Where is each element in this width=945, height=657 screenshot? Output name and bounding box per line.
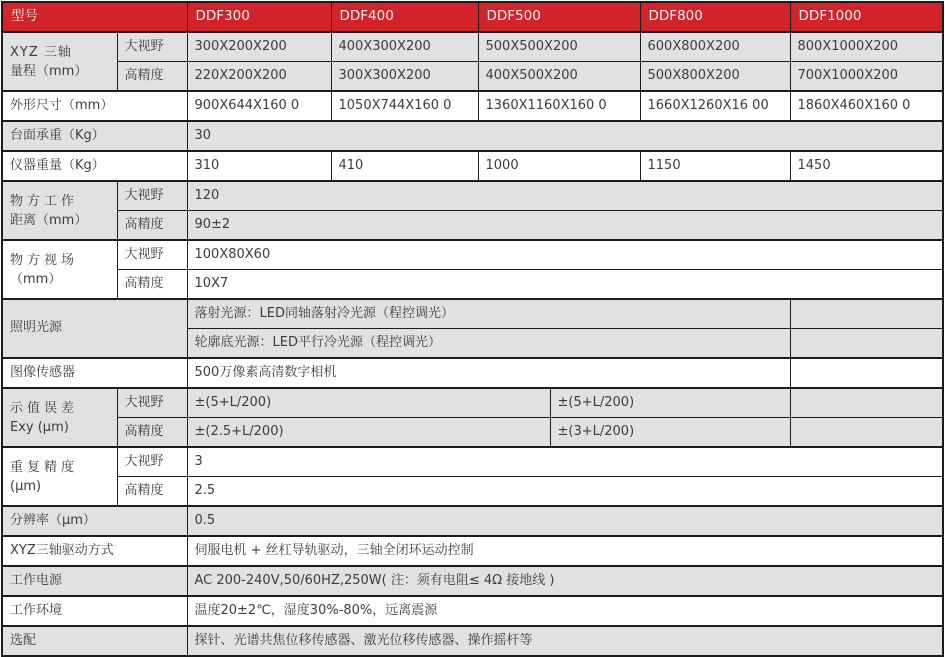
row-label-repeatability: 重复精度 (μm) bbox=[2, 447, 117, 506]
value-working-distance-big: 120 bbox=[187, 181, 943, 211]
value-cell: 220X200X200 bbox=[187, 62, 331, 92]
value-repeatability-high: 2.5 bbox=[187, 477, 943, 507]
value-illumination-epi: 落射光源：LED同轴落射冷光源（程控调光） bbox=[187, 299, 790, 329]
row-label-field-of-view: 物方视场 （mm） bbox=[2, 240, 117, 299]
value-cell: 300X200X200 bbox=[187, 32, 331, 62]
header-cell-ddf800: DDF800 bbox=[640, 2, 790, 32]
value-cell: 1860X460X160 0 bbox=[790, 91, 943, 121]
value-cell: 1150 bbox=[640, 151, 790, 181]
empty-cell bbox=[790, 418, 943, 448]
value-cell: 1660X1260X16 00 bbox=[640, 91, 790, 121]
value-repeatability-big: 3 bbox=[187, 447, 943, 477]
row-table-load bbox=[2, 121, 943, 151]
value-cell: 1000 bbox=[478, 151, 640, 181]
value-illumination-profile: 轮廓底光源：LED平行冷光源（程控调光） bbox=[187, 329, 790, 359]
value-cell: 1050X744X160 0 bbox=[331, 91, 478, 121]
row-label-environment: 工作环境 bbox=[2, 596, 187, 626]
subrow-label-big-view: 大视野 bbox=[117, 240, 187, 270]
empty-cell bbox=[790, 388, 943, 418]
row-dimensions bbox=[2, 91, 943, 121]
value-cell: 1450 bbox=[790, 151, 943, 181]
row-label-power: 工作电源 bbox=[2, 566, 187, 596]
row-label-weight: 仪器重量（Kg） bbox=[2, 151, 187, 181]
subrow-label-high-precision: 高精度 bbox=[117, 418, 187, 448]
subrow-label-big-view: 大视野 bbox=[117, 447, 187, 477]
row-label-table-load: 台面承重（Kg） bbox=[2, 121, 187, 151]
row-indication-error-high bbox=[2, 418, 943, 448]
row-field-of-view-high bbox=[2, 270, 943, 300]
empty-cell bbox=[790, 358, 943, 388]
row-illumination-epi bbox=[2, 299, 943, 329]
row-power bbox=[2, 566, 943, 596]
row-working-distance-high bbox=[2, 211, 943, 241]
subrow-label-big-view: 大视野 bbox=[117, 32, 187, 62]
value-cell: 300X300X200 bbox=[331, 62, 478, 92]
subrow-label-high-precision: 高精度 bbox=[117, 211, 187, 241]
header-cell-ddf500: DDF500 bbox=[478, 2, 640, 32]
value-image-sensor: 500万像素高清数字相机 bbox=[187, 358, 790, 388]
empty-cell bbox=[790, 329, 943, 359]
value-environment: 温度20±2℃，湿度30%-80%，远离震源 bbox=[187, 596, 943, 626]
row-label-working-distance: 物方工作 距离（mm） bbox=[2, 181, 117, 240]
row-xyz-range-high bbox=[2, 62, 943, 92]
row-label-options: 选配 bbox=[2, 626, 187, 656]
value-indication-error-high-a: ±(2.5+L/200) bbox=[187, 418, 550, 448]
row-indication-error-big bbox=[2, 388, 943, 418]
subrow-label-high-precision: 高精度 bbox=[117, 62, 187, 92]
spec-table bbox=[1, 1, 944, 657]
row-label-resolution: 分辨率（μm） bbox=[2, 506, 187, 536]
value-cell: 500X500X200 bbox=[478, 32, 640, 62]
row-options bbox=[2, 626, 943, 656]
row-image-sensor bbox=[2, 358, 943, 388]
value-cell: 1360X1160X160 0 bbox=[478, 91, 640, 121]
row-environment bbox=[2, 596, 943, 626]
value-cell: 800X1000X200 bbox=[790, 32, 943, 62]
value-working-distance-high: 90±2 bbox=[187, 211, 943, 241]
subrow-label-big-view: 大视野 bbox=[117, 181, 187, 211]
value-cell: 400X300X200 bbox=[331, 32, 478, 62]
value-cell: 400X500X200 bbox=[478, 62, 640, 92]
value-cell: 700X1000X200 bbox=[790, 62, 943, 92]
value-power: AC 200-240V,50/60HZ,250W( 注：须有电阻≤ 4Ω 接地线 ) bbox=[187, 566, 943, 596]
value-field-of-view-high: 10X7 bbox=[187, 270, 943, 300]
subrow-label-high-precision: 高精度 bbox=[117, 270, 187, 300]
value-options: 探针、光谱共焦位移传感器、激光位移传感器、操作摇杆等 bbox=[187, 626, 943, 656]
subrow-label-big-view: 大视野 bbox=[117, 388, 187, 418]
row-weight bbox=[2, 151, 943, 181]
row-resolution bbox=[2, 506, 943, 536]
value-cell: 310 bbox=[187, 151, 331, 181]
header-cell-ddf300: DDF300 bbox=[187, 2, 331, 32]
header-cell-ddf400: DDF400 bbox=[331, 2, 478, 32]
empty-cell bbox=[790, 299, 943, 329]
value-table-load: 30 bbox=[187, 121, 943, 151]
row-label-xyz-range: XYZ 三轴 量程（mm） bbox=[2, 32, 117, 91]
subrow-label-high-precision: 高精度 bbox=[117, 477, 187, 507]
row-label-indication-error: 示值误差 Exy (μm) bbox=[2, 388, 117, 447]
row-working-distance-big bbox=[2, 181, 943, 211]
value-cell: 500X800X200 bbox=[640, 62, 790, 92]
row-repeatability-high bbox=[2, 477, 943, 507]
value-cell: 410 bbox=[331, 151, 478, 181]
value-drive: 伺服电机 + 丝杠导轨驱动，三轴全闭环运动控制 bbox=[187, 536, 943, 566]
value-cell: 900X644X160 0 bbox=[187, 91, 331, 121]
row-xyz-range-big bbox=[2, 32, 943, 62]
row-repeatability-big bbox=[2, 447, 943, 477]
row-label-drive: XYZ三轴驱动方式 bbox=[2, 536, 187, 566]
header-cell-ddf1000: DDF1000 bbox=[790, 2, 943, 32]
value-indication-error-big-a: ±(5+L/200) bbox=[187, 388, 550, 418]
header-row bbox=[2, 2, 943, 32]
row-label-image-sensor: 图像传感器 bbox=[2, 358, 187, 388]
value-indication-error-high-b: ±(3+L/200) bbox=[550, 418, 790, 448]
value-indication-error-big-b: ±(5+L/200) bbox=[550, 388, 790, 418]
row-label-dimensions: 外形尺寸（mm） bbox=[2, 91, 187, 121]
header-cell-model-label: 型号 bbox=[2, 2, 187, 32]
value-cell: 600X800X200 bbox=[640, 32, 790, 62]
row-label-illumination: 照明光源 bbox=[2, 299, 187, 358]
row-drive bbox=[2, 536, 943, 566]
row-field-of-view-big bbox=[2, 240, 943, 270]
value-field-of-view-big: 100X80X60 bbox=[187, 240, 943, 270]
value-resolution: 0.5 bbox=[187, 506, 943, 536]
